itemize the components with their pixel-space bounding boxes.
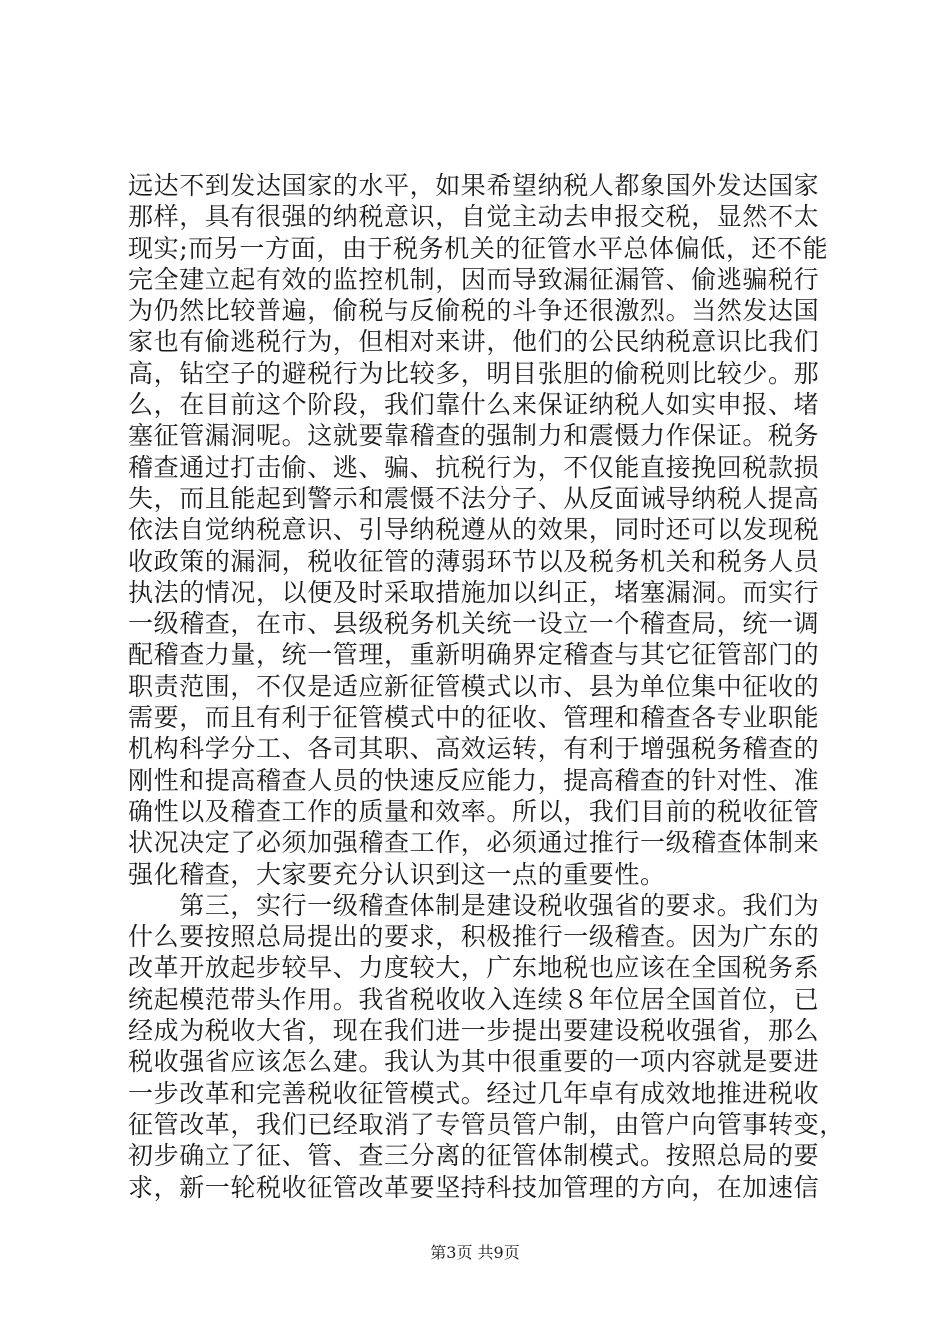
text-line: 税收强省应该怎么建。我认为其中很重要的一项内容就是要进 — [128, 1047, 820, 1077]
text-line: 职责范围，不仅是适应新征管模式以市、县为单位集中征收的 — [128, 671, 820, 701]
text-line: 一级稽查，在市、县级税务机关统一设立一个稽查局，统一调 — [128, 609, 820, 639]
body-text — [128, 170, 845, 1203]
text-line: 统起模范带头作用。我省税收收入连续８年位居全国首位，已 — [128, 984, 820, 1014]
text-line: 初步确立了征、管、查三分离的征管体制模式。按照总局的要 — [128, 1141, 820, 1171]
text-line: 失，而且能起到警示和震慑不法分子、从反面诫导纳税人提高 — [128, 483, 820, 513]
text-line: 远达不到发达国家的水平，如果希望纳税人都象国外发达国家 — [128, 171, 820, 200]
text-line: 塞征管漏洞呢。这就要靠稽查的强制力和震慑力作保证。税务 — [128, 421, 820, 451]
text-line: 求，新一轮税收征管改革要坚持科技加管理的方向，在加速信 — [128, 1172, 820, 1202]
text-line: 高，钻空子的避税行为比较多，明目张胆的偷税则比较少。那 — [128, 358, 820, 388]
text-line: 第三，实行一级稽查体制是建设税收强省的要求。我们为 — [128, 890, 820, 920]
text-line: 家也有偷逃税行为，但相对来讲，他们的公民纳税意识比我们 — [128, 327, 820, 357]
text-line: 么，在目前这个阶段，我们靠什么来保证纳税人如实申报、堵 — [128, 390, 820, 420]
text-line: 依法自觉纳税意识、引导纳税遵从的效果，同时还可以发现税 — [128, 515, 820, 545]
text-line: 改革开放起步较早、力度较大，广东地税也应该在全国税务系 — [128, 953, 820, 983]
text-line: 机构科学分工、各司其职、高效运转，有利于增强税务稽查的 — [128, 734, 820, 764]
text-line: 稽查通过打击偷、逃、骗、抗税行为，不仅能直接挽回税款损 — [128, 452, 820, 482]
text-line: 为仍然比较普遍，偷税与反偷税的斗争还很激烈。当然发达国 — [128, 296, 820, 326]
text-line: 刚性和提高稽查人员的快速反应能力，提高稽查的针对性、准 — [128, 765, 820, 795]
text-line: 现实;而另一方面，由于税务机关的征管水平总体偏低，还不能 — [128, 233, 829, 263]
text-line: 配稽查力量，统一管理，重新明确界定稽查与其它征管部门的 — [128, 640, 820, 670]
text-line: 状况决定了必须加强稽查工作，必须通过推行一级稽查体制来 — [128, 828, 820, 858]
text-line: 什么要按照总局提出的要求，积极推行一级稽查。因为广东的 — [128, 922, 820, 952]
text-line: 一步改革和完善税收征管模式。经过几年卓有成效地推进税收 — [128, 1078, 820, 1108]
text-line: 经成为税收大省，现在我们进一步提出要建设税收强省，那么 — [128, 1016, 820, 1046]
text-line: 那样，具有很强的纳税意识，自觉主动去申报交税，显然不太 — [128, 202, 820, 232]
text-line: 强化稽查，大家要充分认识到这一点的重要性。 — [128, 859, 666, 889]
text-line: 收政策的漏洞，税收征管的薄弱环节以及税务机关和税务人员 — [128, 546, 820, 576]
text-line: 执法的情况，以便及时采取措施加以纠正，堵塞漏洞。而实行 — [128, 577, 820, 607]
text-line: 完全建立起有效的监控机制，因而导致漏征漏管、偷逃骗税行 — [128, 264, 820, 294]
text-line: 需要，而且有利于征管模式中的征收、管理和稽查各专业职能 — [128, 703, 820, 733]
text-line: 征管改革，我们已经取消了专管员管户制，由管户向管事转变， — [128, 1109, 845, 1139]
page-footer: 第3页 共9页 — [430, 1243, 520, 1262]
text-line: 确性以及稽查工作的质量和效率。所以，我们目前的税收征管 — [128, 796, 820, 826]
